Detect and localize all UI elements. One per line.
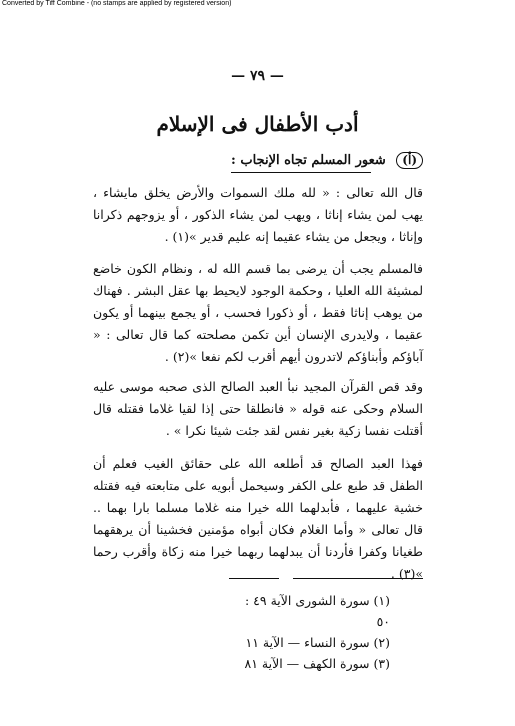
- footnote-divider-short: [229, 578, 279, 579]
- footnote-3: (٣) سورة الكهف — الآية ٨١: [244, 656, 390, 671]
- footnote-1: (١) سورة الشورى الآية ٤٩ : ٥٠: [244, 593, 390, 629]
- page-number: — ٧٩ —: [231, 68, 284, 84]
- footnotes-list: [230, 590, 390, 674]
- paragraph-2: فالمسلم يجب أن يرضى بما قسم الله له ، ونظام الكون خاضع لمشيئة الله العليا ، وحكمة الوجود لايحيط بها عقل البشر . فهناك من يوهب إناثا فقط ، أو ذكورا فحسب ، أو يجمع بينهما أو يكون عقيما ، ولايدرى الإنسان أين تكمن مصلحته كما قال تعالى : « آباؤكم وأبناؤكم لاتدرون أيهم أقرب لكم نفعا »(٢) .: [93, 261, 423, 364]
- heading-underline: [231, 172, 371, 173]
- section-heading: [93, 150, 423, 172]
- section-letter: (أ): [396, 152, 423, 169]
- chapter-title: أدب الأطفال فى الإسلام: [156, 112, 359, 136]
- paragraph-4: فهذا العبد الصالح قد أطلعه الله على حقائق الغيب فعلم أن الطفل قد طبع على الكفر وسيحمل أبويه على متابعته فيه فقتله خشية عليهما ، فأبدلهما الله خيرا منه غلاما مسلما بارا بهما .. قال تعالى « وأما الغلام فكان أبواه مؤمنين فخشينا أن يرهقهما طغيانا وكفرا فأردنا أن يبدلهما ربهما خيرا منه زكاة وأقرب رحما »(٣) .: [93, 456, 423, 581]
- paragraph-3: وقد قص القرآن المجيد نبأ العبد الصالح الذى صحبه موسى عليه السلام وحكى عنه قوله « فانطلقا حتى إذا لقيا غلاما فقتله قال أقتلت نفسا زكية بغير نفس لقد جئت شيئا نكرا » .: [93, 379, 423, 438]
- footnote-divider: [293, 578, 423, 579]
- paragraph-1: قال الله تعالى : « لله ملك السموات والأرض يخلق مايشاء ، يهب لمن يشاء إناثا ، ويهب لمن يشاء الذكور ، أو يزوجهم ذكرانا وإناثا ، ويجعل من يشاء عقيما إنه عليم قدير »(١) .: [93, 185, 423, 244]
- footnote-2: (٢) سورة النساء — الآية ١١: [245, 635, 390, 650]
- section-heading-text: شعور المسلم تجاه الإنجاب :: [231, 153, 386, 168]
- converter-watermark: Converted by Tiff Combine - (no stamps are applied by registered version): [2, 0, 232, 7]
